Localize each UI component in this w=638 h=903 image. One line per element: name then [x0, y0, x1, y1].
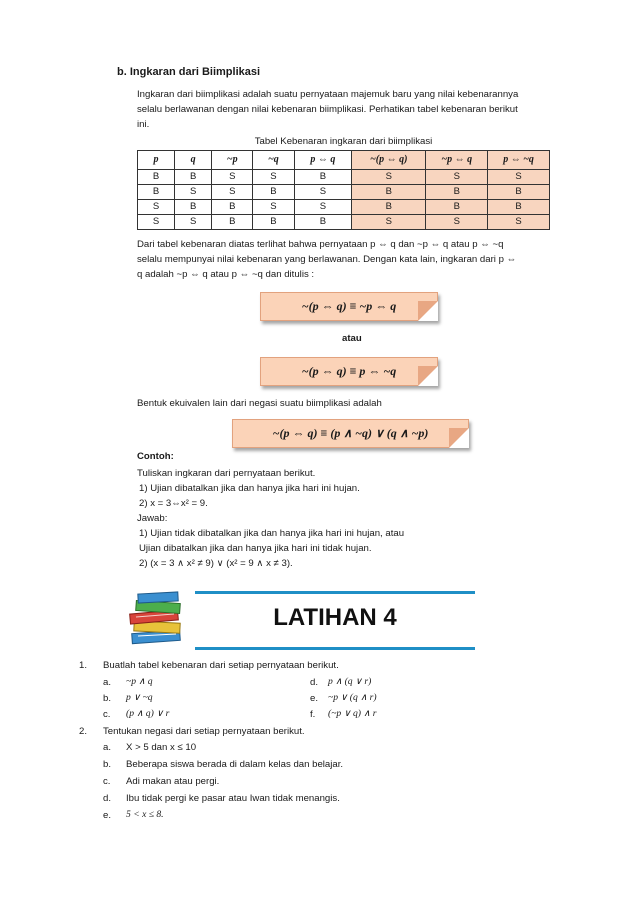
item-label: c.: [103, 709, 111, 720]
exercise-2-number: 2.: [79, 726, 88, 737]
table-cell: S: [352, 215, 426, 230]
latihan-title: LATIHAN 4: [273, 604, 397, 631]
table-cell: B: [138, 185, 175, 200]
explanation-paragraph: [137, 237, 597, 282]
table-header: ~q: [253, 151, 294, 170]
item-expression: (p ∧ q) ∨ r: [126, 708, 170, 719]
explanation-line: selalu mempunyai nilai kebenaran yang berlawanan. Dengan kata lain, ingkaran dari p ⇔: [137, 254, 517, 265]
table-header: p ⇔ q: [294, 151, 352, 170]
table-cell: S: [253, 170, 294, 185]
intro-line: ini.: [137, 119, 150, 130]
item-label: b.: [103, 759, 112, 770]
item-text: X > 5 dan x ≤ 10: [126, 742, 197, 753]
table-cell: S: [426, 170, 488, 185]
table-cell: S: [294, 185, 352, 200]
item-text: Adi makan atau pergi.: [126, 776, 220, 787]
exercise-2-text: Tentukan negasi dari setiap pernyataan berikut.: [103, 726, 305, 737]
exercise-1-number: 1.: [79, 660, 88, 671]
table-cell: B: [175, 200, 212, 215]
item-label: b.: [103, 693, 112, 704]
exercise-1-text: Buatlah tabel kebenaran dari setiap pernyataan berikut.: [103, 660, 339, 671]
table-cell: B: [426, 200, 488, 215]
formula-box-3: [232, 419, 469, 448]
table-cell: S: [212, 170, 253, 185]
table-header: q: [175, 151, 212, 170]
table-row: [138, 170, 550, 185]
formula-box-1: [260, 292, 438, 321]
table-header: ~(p ⇔ q): [352, 151, 426, 170]
table-cell: B: [352, 185, 426, 200]
table-row: [138, 185, 550, 200]
table-cell: B: [212, 200, 253, 215]
table-cell: S: [426, 215, 488, 230]
item-expression: p ∨ ~q: [126, 692, 153, 703]
item-label: f.: [310, 709, 316, 720]
table-cell: B: [488, 200, 550, 215]
table-cell: S: [175, 185, 212, 200]
table-header: p ⇔ ~q: [488, 151, 550, 170]
item-expression: (~p ∨ q) ∧ r: [328, 708, 377, 719]
item-label: a.: [103, 677, 112, 688]
item-label: e.: [310, 693, 319, 704]
equivalent-intro: Bentuk ekuivalen lain dari negasi suatu biimplikasi adalah: [137, 398, 382, 409]
item-text: Ibu tidak pergi ke pasar atau Iwan tidak menangis.: [126, 793, 340, 804]
truth-table: [137, 150, 550, 230]
formula-1: ~(p ⇔ q) ≡ ~p ⇔ q: [301, 299, 397, 313]
folded-corner-icon: [418, 366, 438, 386]
formula-box-2: [260, 357, 438, 386]
table-cell: B: [294, 215, 352, 230]
atau-label: atau: [342, 333, 362, 344]
folded-corner-icon: [418, 301, 438, 321]
table-cell: B: [212, 215, 253, 230]
intro-line: Ingkaran dari biimplikasi adalah suatu pernyataan majemuk baru yang nilai kebenarannya: [137, 89, 519, 100]
contoh-line: Ujian dibatalkan jika dan hanya jika hari ini tidak hujan.: [139, 543, 372, 554]
item-label: e.: [103, 810, 112, 821]
table-cell: B: [253, 215, 294, 230]
item-text: Beberapa siswa berada di dalam kelas dan belajar.: [126, 759, 344, 770]
item-expression: p ∧ (q ∨ r): [328, 676, 372, 687]
table-cell: B: [294, 170, 352, 185]
explanation-line: Dari tabel kebenaran diatas terlihat bahwa pernyataan p ⇔ q dan ~p ⇔ q atau p ⇔ ~q: [137, 239, 504, 250]
item-label: c.: [103, 776, 111, 787]
contoh-line: Jawab:: [137, 513, 168, 524]
stack-of-books-icon: [126, 588, 188, 648]
intro-line: selalu berlawanan dengan nilai kebenaran biimplikasi. Perhatikan tabel kebenaran berikut: [137, 104, 518, 115]
contoh-line: 2) x = 3⇔x² = 9.: [139, 498, 208, 509]
contoh-line: 1) Ujian tidak dibatalkan jika dan hanya jika hari ini hujan, atau: [139, 528, 405, 539]
intro-paragraph: [137, 87, 597, 132]
table-cell: S: [488, 215, 550, 230]
table-cell: S: [138, 215, 175, 230]
table-header: ~p ⇔ q: [426, 151, 488, 170]
contoh-label: Contoh:: [137, 451, 174, 462]
table-cell: B: [138, 170, 175, 185]
item-label: d.: [310, 677, 319, 688]
latihan-banner: [195, 591, 475, 650]
contoh-line: 1) Ujian dibatalkan jika dan hanya jika hari ini hujan.: [139, 483, 360, 494]
table-cell: S: [253, 200, 294, 215]
table-cell: S: [352, 170, 426, 185]
table-header: ~p: [212, 151, 253, 170]
table-cell: S: [488, 170, 550, 185]
section-heading: b. Ingkaran dari Biimplikasi: [117, 66, 261, 78]
table-cell: B: [488, 185, 550, 200]
contoh-line: 2) (x = 3 ∧ x² ≠ 9) ∨ (x² = 9 ∧ x ≠ 3).: [139, 558, 293, 569]
table-cell: B: [175, 170, 212, 185]
table-cell: S: [138, 200, 175, 215]
table-cell: S: [212, 185, 253, 200]
formula-3: ~(p ⇔ q) ≡ (p ∧ ~q) ∨ (q ∧ ~p): [272, 426, 429, 440]
table-header: p: [138, 151, 175, 170]
item-text: 5 < x ≤ 8.: [126, 809, 164, 820]
table-caption: Tabel Kebenaran ingkaran dari biimplikasi: [254, 136, 433, 147]
table-cell: B: [352, 200, 426, 215]
item-expression: ~p ∧ q: [126, 676, 153, 687]
formula-2: ~(p ⇔ q) ≡ p ⇔ ~q: [301, 364, 397, 378]
contoh-line: Tuliskan ingkaran dari pernyataan berikut.: [137, 468, 316, 479]
item-label: d.: [103, 793, 112, 804]
table-cell: S: [294, 200, 352, 215]
table-row: [138, 200, 550, 215]
explanation-line: q adalah ~p ⇔ q atau p ⇔ ~q dan ditulis :: [137, 269, 315, 280]
table-cell: B: [426, 185, 488, 200]
table-cell: B: [253, 185, 294, 200]
item-label: a.: [103, 742, 112, 753]
table-row: [138, 215, 550, 230]
folded-corner-icon: [449, 428, 469, 448]
contoh-body: [137, 466, 577, 571]
table-header-row: [138, 151, 550, 170]
table-cell: S: [175, 215, 212, 230]
item-expression: ~p ∨ (q ∧ r): [328, 692, 377, 703]
